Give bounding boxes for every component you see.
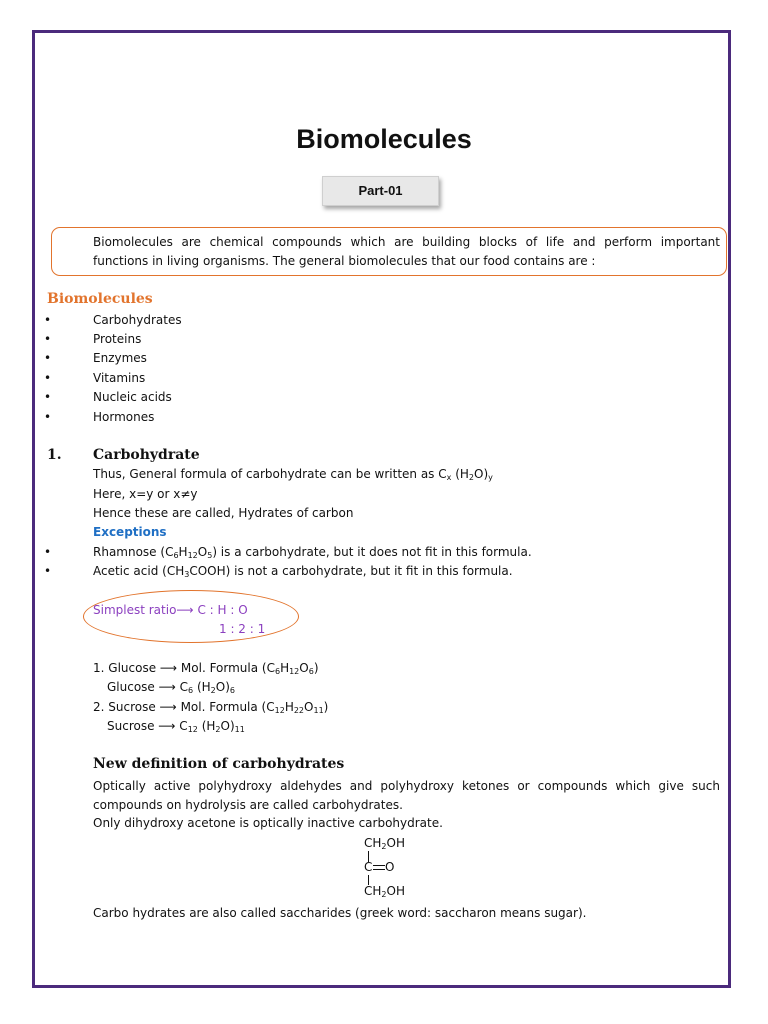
general-formula-line: Thus, General formula of carbohydrate can be written as $C_x$ $(H_2O)_y$ bbox=[93, 467, 493, 482]
bullet-icon: • bbox=[44, 351, 52, 365]
simplest-ratio-line: Simplest ratio⟶ C : H : O bbox=[93, 603, 248, 617]
section-number: 1. bbox=[47, 447, 62, 463]
list-item: Nucleic acids bbox=[93, 390, 172, 404]
page-title: Biomolecules bbox=[296, 124, 472, 154]
list-item: Enzymes bbox=[93, 351, 147, 365]
arrow-icon: ⟶ bbox=[159, 700, 177, 714]
exceptions-heading: Exceptions bbox=[93, 525, 167, 539]
new-definition-paragraph: Optically active polyhydroxy aldehydes and polyhydroxy ketones or compounds which give such compounds on hydrolysis are called carbohydrates. bbox=[93, 779, 720, 812]
saccharides-line: Carbo hydrates are also called saccharides (greek word: saccharon means sugar). bbox=[93, 906, 587, 920]
list-item: Proteins bbox=[93, 332, 142, 346]
double-bond-icon bbox=[373, 869, 385, 870]
carbohydrate-heading: Carbohydrate bbox=[93, 447, 200, 463]
structure-carbonyl-carbon: C bbox=[364, 860, 373, 874]
arrow-icon: ⟶ bbox=[158, 680, 176, 694]
part-label-badge: Part-01 bbox=[322, 176, 439, 206]
list-item: Hormones bbox=[93, 410, 155, 424]
list-item: Carbohydrates bbox=[93, 313, 182, 327]
structure-top-group: $CH_2OH$ bbox=[364, 836, 405, 851]
structure-carbonyl-oxygen: O bbox=[385, 860, 395, 874]
bullet-icon: • bbox=[44, 390, 52, 404]
list-item: Vitamins bbox=[93, 371, 146, 385]
here-line: Here, x=y or x≠y bbox=[93, 487, 198, 501]
sucrose-mol-formula: 2. Sucrose ⟶ Mol. Formula $(C_{12}H_{22}O_{11})$ bbox=[93, 700, 329, 715]
biomolecules-heading: Biomolecules bbox=[47, 291, 153, 307]
glucose-mol-formula: 1. Glucose ⟶ Mol. Formula $(C_6H_{12}O_6)$ bbox=[93, 661, 319, 676]
sucrose-hydrate-formula: Sucrose ⟶ $C_{12}$ $(H_2O)_{11}$ bbox=[107, 719, 245, 734]
new-definition-heading: New definition of carbohydrates bbox=[93, 756, 345, 772]
exception-rhamnose: Rhamnose $(C_6H_{12}O_5)$ is a carbohydrate, but it does not fit in this formula. bbox=[93, 545, 532, 560]
exception-acetic-acid: Acetic acid $(CH_3COOH)$ is not a carbohydrate, but it fit in this formula. bbox=[93, 564, 513, 579]
arrow-icon: ⟶ bbox=[176, 603, 194, 617]
arrow-icon: ⟶ bbox=[158, 719, 176, 733]
dihydroxy-acetone-line: Only dihydroxy acetone is optically inactive carbohydrate. bbox=[93, 816, 443, 830]
double-bond-icon bbox=[373, 865, 385, 866]
glucose-hydrate-formula: Glucose ⟶ $C_6$ $(H_2O)_6$ bbox=[107, 680, 235, 695]
hence-line: Hence these are called, Hydrates of carbon bbox=[93, 506, 354, 520]
bullet-icon: • bbox=[44, 313, 52, 327]
bullet-icon: • bbox=[44, 545, 52, 559]
bullet-icon: • bbox=[44, 332, 52, 346]
bullet-icon: • bbox=[44, 371, 52, 385]
ratio-values: 1 : 2 : 1 bbox=[219, 622, 266, 636]
arrow-icon: ⟶ bbox=[159, 661, 178, 675]
intro-paragraph: Biomolecules are chemical compounds which are building blocks of life and perform important functions in living organisms. The general biomolecules that our food contains are : bbox=[93, 235, 720, 268]
bullet-icon: • bbox=[44, 564, 52, 578]
bullet-icon: • bbox=[44, 410, 52, 424]
structure-bottom-group: $CH_2OH$ bbox=[364, 884, 405, 899]
